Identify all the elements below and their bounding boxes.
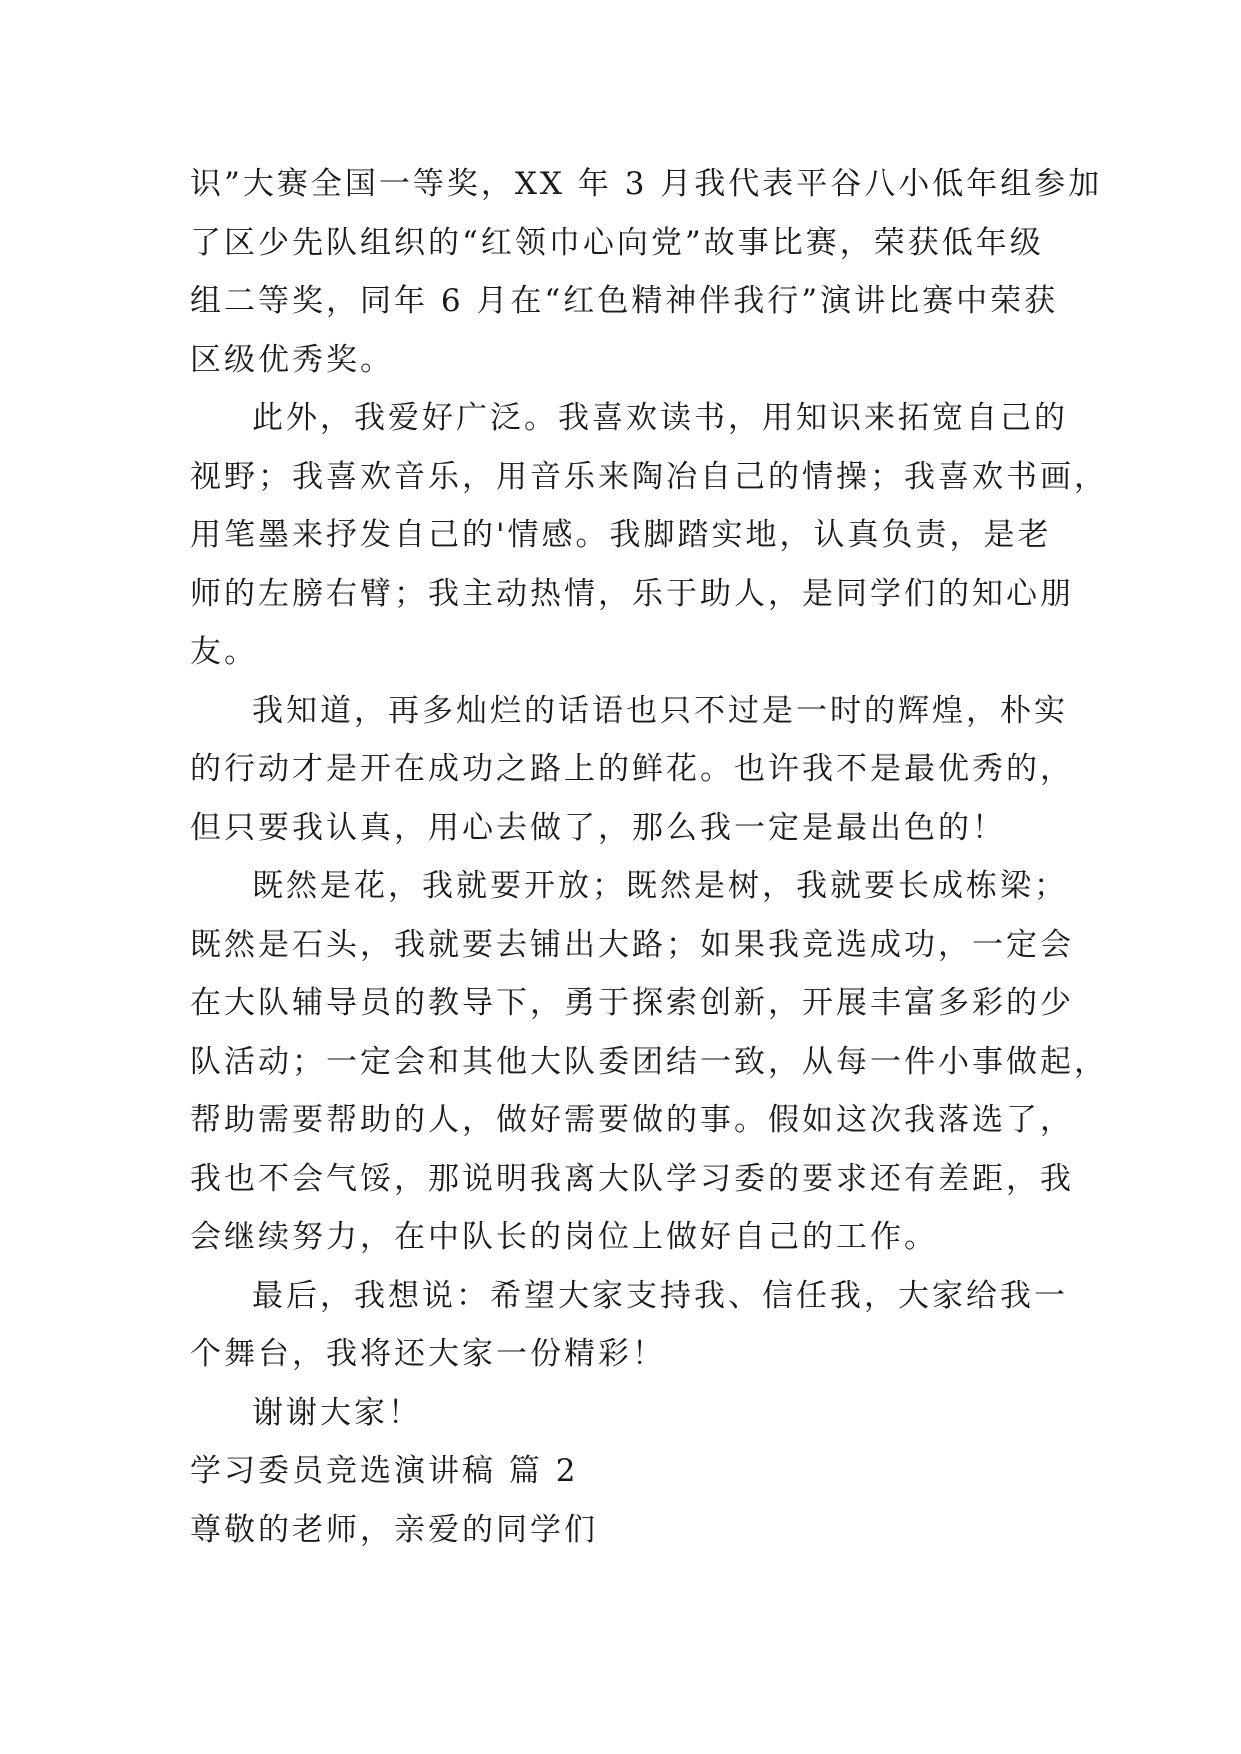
text-line: 的行动才是开在成功之路上的鲜花。也许我不是最优秀的， bbox=[190, 751, 1074, 787]
section-heading: 学习委员竞选演讲稿 篇 2 bbox=[190, 1453, 579, 1489]
text-line: 队活动；一定会和其他大队委团结一致，从每一件小事做起， bbox=[190, 1043, 1108, 1080]
text-line: 既然是石头，我就要去铺出大路；如果我竞选成功，一定会 bbox=[190, 926, 1074, 963]
paragraph-start-line: 我知道，再多灿烂的话语也只不过是一时的辉煌，朴实 bbox=[252, 692, 1068, 729]
paragraph-start-line: 既然是花，我就要开放；既然是树，我就要长成栋梁； bbox=[252, 868, 1068, 904]
text-line: 个舞台，我将还大家一份精彩！ bbox=[190, 1336, 666, 1372]
text-line: 了区少先队组织的“红领巾心向党”故事比赛，荣获低年级 bbox=[190, 224, 1044, 261]
text-line: 识”大赛全国一等奖，XX 年 3 月我代表平谷八小低年组参加 bbox=[190, 166, 1103, 202]
paragraph-start-line: 此外，我爱好广泛。我喜欢读书，用知识来拓宽自己的 bbox=[252, 400, 1068, 436]
text-line: 师的左膀右臂；我主动热情，乐于助人，是同学们的知心朋 bbox=[190, 575, 1074, 612]
text-line: 我也不会气馁，那说明我离大队学习委的要求还有差距，我 bbox=[190, 1160, 1074, 1197]
text-line: 区级优秀奖。 bbox=[190, 341, 394, 378]
text-line: 用笔墨来抒发自己的'情感。我脚踏实地，认真负责，是老 bbox=[190, 517, 1052, 553]
text-line: 在大队辅导员的教导下，勇于探索创新，开展丰富多彩的少 bbox=[190, 985, 1074, 1021]
salutation-line: 尊敬的老师，亲爱的同学们 bbox=[190, 1511, 598, 1548]
text-line: 视野；我喜欢音乐，用音乐来陶冶自己的情操；我喜欢书画， bbox=[190, 458, 1108, 495]
text-line: 组二等奖，同年 6 月在“红色精神伴我行”演讲比赛中荣获 bbox=[190, 283, 1059, 319]
paragraph-start-line: 最后，我想说：希望大家支持我、信任我，大家给我一 bbox=[252, 1277, 1068, 1314]
text-line: 帮助需要帮助的人，做好需要做的事。假如这次我落选了， bbox=[190, 1102, 1074, 1138]
text-line: 友。 bbox=[190, 634, 258, 670]
document-body bbox=[190, 155, 1108, 1559]
text-line: 会继续努力，在中队长的岗位上做好自己的工作。 bbox=[190, 1219, 938, 1255]
closing-line: 谢谢大家！ bbox=[252, 1394, 422, 1431]
text-line: 但只要我认真，用心去做了，那么我一定是最出色的！ bbox=[190, 809, 1006, 846]
